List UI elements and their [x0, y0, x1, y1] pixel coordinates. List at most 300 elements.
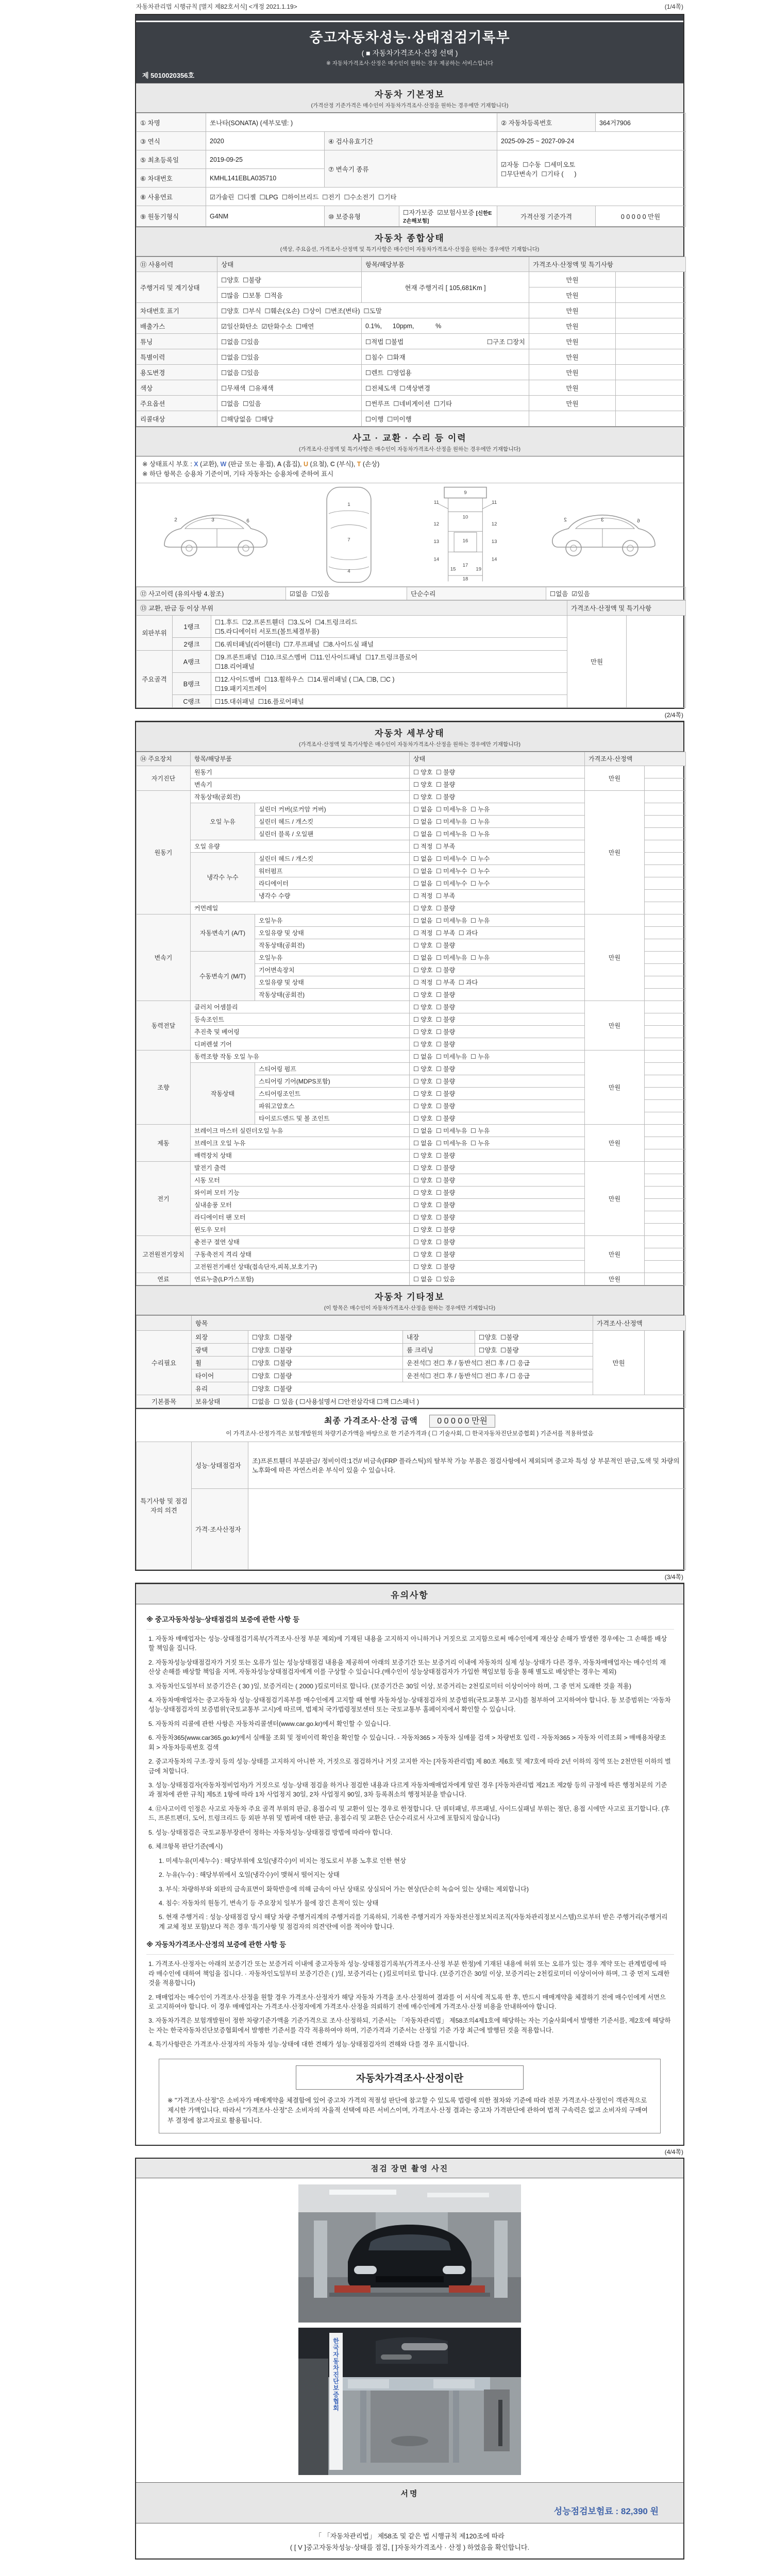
field-label: 보유상태 — [192, 1395, 248, 1408]
simple-repair-checkbox-group[interactable]: ☐없음 ☑있음 — [546, 587, 686, 600]
remark-cell — [645, 1013, 686, 1025]
svg-text:11: 11 — [434, 499, 440, 505]
status-checkbox-group[interactable]: ☐ 없음 ☐ 미세누유 ☐ 누유 — [410, 914, 585, 926]
svg-text:11: 11 — [492, 499, 497, 505]
usage-history-label: 용도변경 — [137, 365, 217, 380]
notice-heading-2: ※ 자동차가격조사·산정의 보증에 관한 사항 등 — [146, 1939, 674, 1955]
table-row — [137, 206, 686, 227]
svg-text:6: 6 — [246, 518, 250, 524]
field-label: ① 차명 — [137, 113, 206, 132]
column-header: 가격조사·산정액 및 특기사항 — [567, 600, 686, 615]
symbol-A: A — [277, 461, 283, 468]
other-info-title: 자동차 기타정보 — [375, 1292, 445, 1302]
header-top-strip — [136, 15, 683, 22]
column-header: 가격조사·산정액 — [593, 1315, 686, 1330]
remarks-group-label: 특기사항 및 점검자의 의견 — [137, 1442, 192, 1569]
confirmation-line-1: 「 「자동차관리법」 제58조 및 같은 법 시행규칙 제120조에 따라 — [315, 2532, 505, 2540]
status-checkbox-group[interactable]: ☐ 양호 ☐ 불량 — [410, 1099, 585, 1112]
status-checkbox-group[interactable]: ☐ 없음 ☐ 미세누유 ☐ 누유 — [410, 1050, 585, 1062]
remark-cell — [645, 1001, 686, 1013]
item-label: 충전구 절연 상태 — [191, 1235, 410, 1248]
other-info-table — [136, 1315, 686, 1408]
status-checkbox-group[interactable]: ☐없음 ☐있음 — [217, 365, 362, 380]
warranty-checkbox-group[interactable]: ☐자가보증 ☑보험사보증 [신한EZ손해보험] — [399, 206, 497, 227]
basic-info-title: 자동차 기본정보 — [375, 90, 445, 99]
status-checkbox-group[interactable]: ☐ 양호 ☐ 불량 — [410, 1025, 585, 1038]
table-row — [137, 1442, 686, 1488]
rank-label: 1랭크 — [173, 615, 211, 637]
svg-text:12: 12 — [433, 521, 440, 527]
status-checkbox-group[interactable]: ☐해당없음 ☐해당 — [217, 411, 362, 427]
notice-item-6: 6. 자동차365(www.car365.go.kr)에서 실매물 조회 및 정비이력 확인을 확인할 수 있습니다. - 자동차365 > 자동차 실매물 검색 > 차량번호 입력 - 자동차365 > 자동차 이력조회 > 매매용차량조회 > 자동차등록번호 검색 — [148, 1734, 666, 1751]
remark-cell — [645, 827, 686, 840]
svg-text:10: 10 — [462, 514, 468, 520]
status-checkbox-group[interactable]: ☐ 양호 ☐ 불량 — [410, 1112, 585, 1124]
photo-car-underbody-on-lift[interactable] — [298, 2328, 521, 2475]
notice-item-b-2: 3. 성능·상태점검자(자동차정비업자)가 거짓으로 성능·상태 점검을 하거나 점검한 내용과 다르게 자동차매매업자에게 알린 경우 [자동차관리법 제21조 제2항 등의 규정에 따른 행정처분의 기준과 절차에 관한 규칙] 제5조 1항에 따라 1차 사업정지 30일, 2차 사업정지 90일, 3차 등록취소의 행정처분을 받습니다. — [148, 1782, 667, 1799]
car-top-view-diagram[interactable] — [310, 483, 388, 586]
sub-group-label: 작동상태 — [191, 1062, 255, 1124]
tire-checkbox-group[interactable]: ☐양호 ☐불량 — [248, 1369, 403, 1382]
item-label: 원동기 — [191, 766, 410, 778]
status-checkbox-group[interactable]: ☐ 양호 ☐ 불량 — [410, 939, 585, 951]
item-label: 파워고압호스 — [255, 1099, 410, 1112]
remark-cell — [645, 902, 686, 914]
meta-line — [135, 0, 684, 14]
appraiser-label: 가격·조사산정자 — [192, 1488, 248, 1569]
remark-cell — [645, 951, 686, 963]
status-checkbox-group[interactable]: ☐ 양호 ☐ 불량 — [410, 1149, 585, 1161]
usage-history-label: 주행거리 및 계기상태 — [137, 272, 217, 303]
notice-block-3 — [145, 1959, 674, 2049]
tire-position-checkbox-group[interactable]: 운전석☐ 전☐ 후 / 동반석☐ 전☐ 후 / ☐ 응급 — [403, 1369, 593, 1382]
status-checkbox-group[interactable]: ☐ 양호 ☐ 불량 — [410, 902, 585, 914]
notice-block-2-sub — [145, 1856, 674, 1932]
table-row — [137, 766, 686, 778]
sub-group-label: 자동변속기 (A/T) — [191, 914, 255, 951]
remark-cell — [645, 865, 686, 877]
table-row — [137, 132, 686, 150]
status-checkbox-group[interactable]: ☐양호 ☐불량 — [217, 272, 362, 287]
status-checkbox-group[interactable]: ☐ 양호 ☐ 불량 — [410, 1223, 585, 1235]
status-checkbox-group[interactable]: ☐ 양호 ☐ 불량 — [410, 1235, 585, 1248]
status-checkbox-group[interactable]: ☐ 양호 ☐ 불량 — [410, 988, 585, 1001]
engine-type-value: G4NM — [206, 206, 325, 227]
notice-item-5: 5. 자동차의 리콜에 관한 사항은 자동차리콜센터(www.car.go.kr)에서 확인할 수 있습니다. — [148, 1720, 391, 1727]
status-checkbox-group[interactable]: ☐ 없음 ☐ 미세누유 ☐ 누유 — [410, 951, 585, 963]
fuel-checkbox-group[interactable]: ☑가솔린 ☐디젤 ☐LPG ☐하이브리드 ☐전기 ☐수소전기 ☐기타 — [206, 188, 686, 206]
remark-cell — [616, 334, 686, 349]
status-checkbox-group[interactable]: ☐ 양호 ☐ 불량 — [410, 1186, 585, 1198]
item-label: 추진축 및 베어링 — [191, 1025, 410, 1038]
current-mileage-value: 현재 주행거리 [ 105,681Km ] — [362, 272, 529, 303]
wheel-position-checkbox-group[interactable]: 운전석☐ 전☐ 후 / 동반석☐ 전☐ 후 / ☐ 응급 — [403, 1356, 593, 1369]
status-checkbox-group[interactable]: ☐ 양호 ☐ 불량 — [410, 1260, 585, 1273]
notice-appraisal-item-1: 1. 가격조사·산정자는 아래의 보증기간 또는 보증거리 이내에 중고자동차 성능·상태점검기록부(가격조사·산정 부분 한정)에 기재된 내용에 허위 또는 오류가 있는 경우 계약 또는 관계법령에 따라 매수인에 대하여 책임을 집니다. · 자동차인도일부터 보증기간은 ( )일, 보증거리는 ( )킬로미터로 합니다. (보증기간은 30일 이상, 보증거리는 2천킬로미터 이상이어야 하며, 그 중 먼저 도래한 것을 적용합니다) — [148, 1960, 670, 1987]
page-marker-4: (4/4쪽) — [664, 2148, 683, 2156]
table-header-row — [137, 1315, 686, 1330]
confirmation-line-2: ( [ V ]중고자동차성능·상태를 점검, [ ]자동차가격조사 · 산정 ) 하였음을 확인합니다. — [290, 2543, 530, 2551]
table-header-row — [137, 752, 686, 766]
status-checkbox-group[interactable]: ☐ 양호 ☐ 불량 — [410, 1198, 585, 1211]
first-registration-value: 2019-09-25 — [206, 150, 325, 169]
status-checkbox-group[interactable]: ☐ 적정 ☐ 부족 — [410, 840, 585, 852]
symbol-W: W — [220, 461, 228, 468]
status-checkbox-group[interactable]: ☐ 양호 ☐ 불량 — [410, 1038, 585, 1050]
table-row — [137, 1235, 686, 1248]
status-checkbox-group[interactable]: ☐ 없음 ☐ 미세누수 ☐ 누수 — [410, 852, 585, 865]
notice-criteria-2: 2. 누유(누수) : 해당부위에서 오일(냉각수)이 맺혀서 떨어지는 상태 — [159, 1871, 340, 1879]
notice-appraisal-item-3: 3. 자동차가격은 보험개발원이 정한 차량기준가액을 기준가격으로 조사·산정하되, 기준서는 「자동차관리법」 제58조의4제1호에 해당하는 자는 기술사회에서 발행한 기준서를, 제2호에 해당하는 자는 한국자동차진단보증협회에서 발행한 기준서를 각각 적용하여야 하며, 기준가격과 기준서는 산정일 기준 가장 최근에 발행된 것을 적용합니다. — [148, 2017, 671, 2034]
status-checkbox-group[interactable]: ☐ 양호 ☐ 불량 — [410, 1211, 585, 1223]
status-checkbox-group[interactable]: ☐ 양호 ☐ 불량 — [410, 963, 585, 976]
item-checkbox-group[interactable]: 0.1%, 10ppm, % — [362, 318, 529, 334]
photo-car-front-on-lift[interactable] — [298, 2184, 521, 2323]
inspection-period-value: 2025-09-25 ~ 2027-09-24 — [497, 132, 686, 150]
item-label: 작동상태(공회전) — [191, 790, 410, 803]
status-checkbox-group[interactable]: ☐무채색 ☐유채색 — [217, 380, 362, 396]
car-underbody-diagram[interactable] — [422, 483, 509, 586]
remark-cell — [645, 1124, 686, 1137]
svg-text:1: 1 — [347, 501, 350, 507]
status-checkbox-group[interactable]: ☐ 없음 ☐ 미세누수 ☐ 누수 — [410, 877, 585, 889]
column-header: 항목 — [192, 1315, 593, 1330]
appraisal-definition-box — [159, 2059, 661, 2133]
polish-checkbox-group[interactable]: ☐양호 ☐불량 — [248, 1343, 403, 1356]
price-cell: 만원 — [585, 1124, 645, 1161]
price-cell: 만원 — [585, 1273, 645, 1285]
glass-checkbox-group[interactable]: ☐양호 ☐불량 — [248, 1382, 593, 1395]
status-checkbox-group[interactable]: ☐ 없음 ☐ 미세누유 ☐ 누유 — [410, 1137, 585, 1149]
notice-block-1 — [145, 1634, 674, 1752]
interior-checkbox-group[interactable]: ☐양호 ☐불량 — [475, 1330, 593, 1343]
car-side-view-left-diagram[interactable] — [157, 504, 276, 566]
remark-cell — [616, 272, 686, 287]
report-header — [136, 22, 683, 83]
page-marker-1: (1/4쪽) — [664, 3, 683, 10]
remark-cell — [645, 1087, 686, 1099]
remark-cell — [645, 1099, 686, 1112]
table-header-row — [137, 257, 686, 272]
symbol-T: T — [357, 461, 363, 468]
remark-cell — [645, 988, 686, 1001]
remark-cell — [645, 963, 686, 976]
remark-cell — [645, 803, 686, 815]
overall-status-table — [136, 257, 686, 427]
final-price-value: 0 0 0 0 0 만원 — [429, 1415, 495, 1428]
rank-checkbox-group[interactable]: ☐12.사이드멤버 ☐13.휠하우스 ☐14.필러패널 ( ☐A, ☐B, ☐C ) ☐19.패키지트레이 — [211, 672, 567, 694]
basic-info-band — [136, 83, 683, 113]
item-checkbox-group[interactable]: ☐적법 ☐불법 ☐구조 ☐장치 — [362, 334, 529, 349]
svg-text:14: 14 — [433, 556, 440, 563]
notice-criteria-5: 5. 현재 주행거리 : 성능·상태점검 당시 해당 차량 주행거리계의 주행거리를 기록하되, 기록한 주행거리가 자동차전산정보처리조직(자동차관리정보시스템)으로부터 받은 주행거리(주행거리계 교체 정보 포함)보다 적은 경우 '특기사항 및 점검자의 의견'란에 이를 적어야 합니다. — [159, 1913, 668, 1930]
page-2 — [135, 721, 684, 1571]
column-header: ⑬ 교환, 판금 등 이상 부위 — [137, 600, 567, 615]
remark-cell — [645, 939, 686, 951]
rank-checkbox-group[interactable]: ☐15.대쉬패널 ☐16.플로어패널 — [211, 694, 567, 707]
confirmation-statement — [136, 2523, 683, 2558]
rank-checkbox-group[interactable]: ☐1.후드 ☐2.프론트휀더 ☐3.도어 ☐4.트렁크리드 ☐5.라디에이터 서포트(볼트체결부품) — [211, 615, 567, 637]
notice-block-2 — [145, 1757, 674, 1852]
column-header: ⑭ 주요장치 — [137, 752, 191, 766]
report-title: 중고자동차성능·상태점검기록부 — [309, 30, 510, 45]
item-label: 오일유량 및 상태 — [255, 976, 410, 988]
item-label: 고전원전기배선 상태(접속단자,피복,보호기구) — [191, 1260, 410, 1273]
status-checkbox-group[interactable]: ☐ 양호 ☐ 불량 — [410, 1001, 585, 1013]
signature-band — [136, 2482, 683, 2523]
accident-history-checkbox-group[interactable]: ☑없음 ☐있음 — [286, 587, 407, 600]
remark-cell — [645, 778, 686, 790]
status-checkbox-group[interactable]: ☐ 양호 ☐ 불량 — [410, 1075, 585, 1087]
table-row — [137, 150, 686, 169]
status-checkbox-group[interactable]: ☐ 없음 ☐ 미세누수 ☐ 누수 — [410, 865, 585, 877]
status-checkbox-group[interactable]: ☐ 없음 ☐ 미세누유 ☐ 누유 — [410, 827, 585, 840]
registration-number-value: 364거7906 — [596, 113, 686, 132]
remark-cell — [616, 365, 686, 380]
appraisal-definition-title: 자동차가격조사·산정이란 — [296, 2065, 524, 2090]
room-cleaning-checkbox-group[interactable]: ☐양호 ☐불량 — [475, 1343, 593, 1356]
price-cell: 만원 — [529, 365, 616, 380]
status-checkbox-group[interactable]: ☐ 적정 ☐ 부족 ☐ 과다 — [410, 976, 585, 988]
basic-info-table — [136, 113, 686, 227]
item-label: 윈도우 모터 — [191, 1223, 410, 1235]
notice-item-2: 2. 자동차성능상태점검자가 거짓 또는 오류가 있는 성능상태점검 내용을 제공하여 아래의 보증기간 또는 보증거리 이내에 자동차의 실제 성능·상태가 다른 경우, 자동차매매업자는 매수인의 재산상 손해를 배상할 책임을 지며, 자동차성능상태점검자에게 이를 구상할 수 있습니다.(매수인이 성능상태점검자가 가입한 책임보험 등을 통해 별도로 배상받는 경우는 제외) — [148, 1658, 666, 1676]
item-label: 스티어링 기어(MDPS포함) — [255, 1075, 410, 1087]
item-label: 워터펌프 — [255, 865, 410, 877]
svg-text:3: 3 — [211, 517, 215, 523]
table-row — [137, 790, 686, 803]
svg-text:6: 6 — [636, 518, 640, 524]
price-cell: 만원 — [529, 396, 616, 411]
insurer-tag: [신한EZ손해보험] — [403, 210, 492, 224]
item-checkbox-group[interactable]: ☐이행 ☐미이행 — [362, 411, 529, 427]
status-checkbox-group[interactable]: ☐ 양호 ☐ 불량 — [410, 1062, 585, 1075]
remark-cell — [645, 1137, 686, 1149]
svg-text:19: 19 — [476, 566, 482, 572]
status-checkbox-group[interactable]: ☐ 양호 ☐ 불량 — [410, 790, 585, 803]
rank-label: A랭크 — [173, 650, 211, 672]
table-row — [137, 380, 686, 396]
sub-group-label: 수동변속기 (M/T) — [191, 951, 255, 1001]
table-row — [137, 113, 686, 132]
status-checkbox-group[interactable]: ☐ 적정 ☐ 부족 ☐ 과다 — [410, 926, 585, 939]
table-row — [137, 318, 686, 334]
base-price-value: 0 0 0 0 0 만원 — [596, 206, 686, 227]
svg-text:2: 2 — [174, 517, 178, 523]
column-header: 가격조사·산정액 및 특기사항 — [529, 257, 686, 272]
column-header: 상태 — [217, 257, 362, 272]
remark-cell — [616, 287, 686, 303]
model-year-value: 2020 — [206, 132, 325, 150]
item-checkbox-group[interactable]: ☐전체도색 ☐색상변경 — [362, 380, 529, 396]
svg-text:18: 18 — [462, 576, 468, 582]
other-info-band — [136, 1285, 683, 1315]
basic-items-checkbox-group[interactable]: ☐없음 ☐ 있음 ( ☐사용설명서 ☐안전삼각대 ☐잭 ☐스패너 ) — [248, 1395, 686, 1408]
item-label: 작동상태(공회전) — [255, 939, 410, 951]
detail-status-subtitle: (가격조사·산정액 및 특기사항은 매수인이 자동차가격조사·산정을 원하는 경우에만 기재합니다) — [299, 741, 520, 748]
rank-checkbox-group[interactable]: ☐6.쿼터패널(리어휀더) ☐7.루프패널 ☐8.사이드실 패널 — [211, 637, 567, 650]
status-checkbox-group[interactable]: ☐ 양호 ☐ 불량 — [410, 1087, 585, 1099]
field-label: ⑤ 최초등록일 — [137, 150, 206, 169]
table-row — [137, 188, 686, 206]
table-row — [137, 1161, 686, 1174]
status-checkbox-group[interactable]: ☐양호 ☐부식 ☐훼손(오손) ☐상이 ☐변조(변타) ☐도말 — [217, 303, 529, 318]
table-row — [137, 365, 686, 380]
field-label: 내장 — [403, 1330, 475, 1343]
status-checkbox-group[interactable]: ☐ 양호 ☐ 불량 — [410, 1248, 585, 1260]
column-header — [137, 1315, 192, 1330]
notice-appraisal-item-2: 2. 매매업자는 매수인이 가격조사·산정을 원할 경우 가격조사·산정자가 해당 자동차 가격을 조사·산정하여 결과를 이 서식에 적도록 한 후, 반드시 매매계약을 체결하기 전에 매수인에게 서면으로 고지하여야 합니다. 이 경우 매매업자는 가격조사·산정자에게 가격조사·산정을 의뢰하기 전에 매수인에게 가격조사·산정 비용을 안내하여야 합니다. — [148, 1993, 666, 2010]
field-label: ⑧ 사용연료 — [137, 188, 206, 206]
status-checkbox-group[interactable]: ☐많음 ☐보통 ☐적음 — [217, 287, 362, 303]
field-label: ② 자동차등록번호 — [497, 113, 596, 132]
device-group-label: 고전원전기장치 — [137, 1235, 191, 1273]
remark-cell — [645, 1050, 686, 1062]
field-label: 룸 크리닝 — [403, 1343, 475, 1356]
signature-title: 서명 — [400, 2489, 419, 2498]
notice-item-3: 3. 자동차인도일부터 보증기간은 ( 30 )일, 보증거리는 ( 2000 )킬로미터로 합니다. (보증기간은 30일 이상, 보증거리는 2천킬로미터 이상이어야 하며, 그 중 먼저 도래한 것을 적용) — [148, 1682, 631, 1690]
item-label: 커먼레일 — [191, 902, 410, 914]
item-label: 실린더 헤드 / 개스킷 — [255, 815, 410, 827]
notice-item-1: 1. 자동차 매매업자는 성능·상태점검기록부(가격조사·산정 부분 제외)에 기재된 내용을 고지하지 아니하거나 거짓으로 고지함으로써 매수인에게 재산상 손해가 발생한 경우에는 그 손해를 배상할 책임을 집니다. — [148, 1635, 667, 1652]
status-checkbox-group[interactable]: ☐ 양호 ☐ 불량 — [410, 1161, 585, 1174]
item-label: 라디에이터 팬 모터 — [191, 1211, 410, 1223]
rank-checkbox-group[interactable]: ☐9.프론트패널 ☐10.크로스멤버 ☐11.인사이드패널 ☐17.트렁크플로어 ☐18.리어패널 — [211, 650, 567, 672]
accident-history-subtitle: (가격조사·산정액 및 특기사항은 매수인이 자동차가격조사·산정을 원하는 경우에만 기재합니다) — [299, 446, 520, 452]
remark-cell — [616, 380, 686, 396]
svg-text:13: 13 — [492, 538, 497, 545]
price-cell: 만원 — [529, 380, 616, 396]
usage-history-label: 특별이력 — [137, 349, 217, 365]
legend-symbols: ※ 상태표시 부호 : X (교환), W (판금 또는 용접), A (흠집), U (요철), C (부식), T (손상) — [142, 461, 380, 468]
accident-history-title: 사고 · 교환 · 수리 등 이력 — [352, 433, 467, 443]
table-row — [137, 1001, 686, 1013]
status-checkbox-group[interactable]: ☐ 양호 ☐ 불량 — [410, 1013, 585, 1025]
remark-cell — [645, 1025, 686, 1038]
item-label: 오일누유 — [255, 951, 410, 963]
price-cell: 만원 — [529, 303, 616, 318]
item-label: 시동 모터 — [191, 1174, 410, 1186]
sub-group-label: 오일 누유 — [191, 803, 255, 840]
remark-cell — [645, 1223, 686, 1235]
status-checkbox-group[interactable]: ☐ 없음 ☐ 미세누유 ☐ 누유 — [410, 1124, 585, 1137]
vin-value: KMHL141EBLA035710 — [206, 169, 325, 188]
status-checkbox-group[interactable]: ☐ 없음 ☐ 있음 — [410, 1273, 585, 1285]
item-label: 오일유량 및 상태 — [255, 926, 410, 939]
price-cell: 만원 — [567, 615, 627, 707]
remark-cell — [645, 1149, 686, 1161]
status-checkbox-group[interactable]: ☐없음 ☐있음 — [217, 349, 362, 365]
item-checkbox-group[interactable]: ☐렌트 ☐영업용 — [362, 365, 529, 380]
detail-status-title: 자동차 세부상태 — [375, 728, 445, 738]
inspector-label: 성능·상태점검자 — [192, 1442, 248, 1488]
rank-label: B랭크 — [173, 672, 211, 694]
svg-text:7: 7 — [347, 537, 350, 543]
wheel-checkbox-group[interactable]: ☐양호 ☐불량 — [248, 1356, 403, 1369]
remark-cell — [645, 790, 686, 803]
table-row — [137, 1050, 686, 1062]
device-group-label: 조향 — [137, 1050, 191, 1124]
device-group-label: 자기진단 — [137, 766, 191, 790]
svg-text:9: 9 — [464, 489, 467, 496]
panel-group-label: 주요골격 — [137, 650, 173, 707]
price-cell: 만원 — [585, 790, 645, 914]
status-checkbox-group[interactable]: ☐ 적정 ☐ 부족 — [410, 889, 585, 902]
table-row — [137, 587, 686, 600]
remark-cell — [616, 303, 686, 318]
column-header: 가격조사·산정액 — [585, 752, 686, 766]
item-label: 스티어링 펌프 — [255, 1062, 410, 1075]
field-label: ⑦ 변속기 종류 — [325, 150, 497, 188]
table-row — [137, 303, 686, 318]
remark-cell — [645, 1211, 686, 1223]
price-cell: 만원 — [529, 334, 616, 349]
table-row — [137, 1395, 686, 1408]
page-3 — [135, 1583, 684, 2146]
remark-cell — [645, 889, 686, 902]
exterior-checkbox-group[interactable]: ☐양호 ☐불량 — [248, 1330, 403, 1343]
table-header-row — [137, 600, 686, 615]
remark-cell — [616, 411, 686, 427]
remark-cell — [645, 1112, 686, 1124]
field-label: 유리 — [192, 1382, 248, 1395]
car-side-view-right-diagram[interactable] — [544, 504, 662, 566]
price-cell: 만원 — [585, 1001, 645, 1050]
status-checkbox-group[interactable]: ☐ 양호 ☐ 불량 — [410, 1174, 585, 1186]
table-row — [137, 411, 686, 427]
status-checkbox-group[interactable]: ☐없음 ☐있음 — [217, 334, 362, 349]
page-marker-3: (3/4쪽) — [664, 1573, 683, 1581]
item-label: 라디에이터 — [255, 877, 410, 889]
item-label: 변속기 — [191, 778, 410, 790]
field-label: 광택 — [192, 1343, 248, 1356]
svg-text:13: 13 — [433, 538, 440, 545]
item-label: 실린더 헤드 / 개스킷 — [255, 852, 410, 865]
item-checkbox-group[interactable]: ☐썬루프 ☐네비게이션 ☐기타 — [362, 396, 529, 411]
status-checkbox-group[interactable]: ☑일산화탄소 ☑탄화수소 ☐매연 — [217, 318, 362, 334]
item-label: 실내송풍 모터 — [191, 1198, 410, 1211]
page-1 — [135, 14, 684, 709]
status-checkbox-group[interactable]: ☐ 양호 ☐ 불량 — [410, 766, 585, 778]
status-checkbox-group[interactable]: ☐ 없음 ☐ 미세누유 ☐ 누유 — [410, 815, 585, 827]
item-label: 실린더 커버(로커암 커버) — [255, 803, 410, 815]
accident-history-label: ⑫ 사고이력 (유의사항 4.참조) — [137, 587, 286, 600]
field-label: 휠 — [192, 1356, 248, 1369]
page-marker-2: (2/4쪽) — [664, 711, 683, 719]
remark-cell — [645, 1330, 686, 1395]
item-checkbox-group[interactable]: ☐침수 ☐화재 — [362, 349, 529, 365]
remark-cell — [645, 1075, 686, 1087]
svg-text:2: 2 — [563, 517, 567, 523]
svg-text:16: 16 — [462, 538, 468, 544]
status-checkbox-group[interactable]: ☐없음 ☐있음 — [217, 396, 362, 411]
item-label: 타이로드엔드 및 볼 조인트 — [255, 1112, 410, 1124]
transmission-checkbox-group[interactable]: ☑자동 ☐수동 ☐세미오토 ☐무단변속기 ☐기타 ( ) — [497, 150, 686, 188]
remark-cell — [616, 349, 686, 365]
photo-section-title: 점검 장면 촬영 사진 — [136, 2159, 683, 2178]
remark-cell — [627, 615, 686, 707]
item-label: 동력조향 작동 오일 누유 — [191, 1050, 410, 1062]
status-checkbox-group[interactable]: ☐ 양호 ☐ 불량 — [410, 778, 585, 790]
inspection-photos — [136, 2178, 683, 2482]
status-checkbox-group[interactable]: ☐ 없음 ☐ 미세누유 ☐ 누유 — [410, 803, 585, 815]
notice-criteria-3: 3. 부식: 차량하부와 외판의 금속표면이 화학반응에 의해 금속이 아닌 상태로 상실되어 가는 현상(단순히 녹슬어 있는 상태는 제외합니다) — [159, 1885, 529, 1893]
remark-cell — [616, 396, 686, 411]
item-label: 구동축전지 격리 상태 — [191, 1248, 410, 1260]
table-row — [137, 272, 686, 287]
device-group-label: 동력전달 — [137, 1001, 191, 1050]
item-label: 오일누유 — [255, 914, 410, 926]
